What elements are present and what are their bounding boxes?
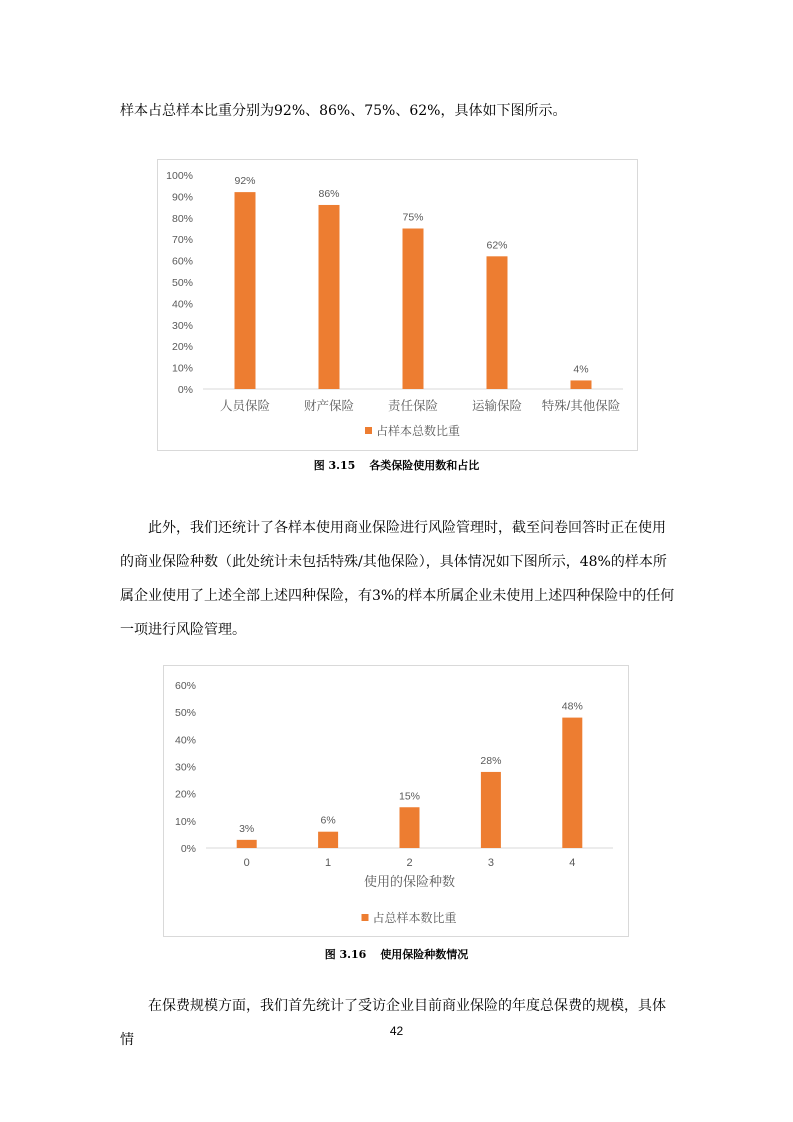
y-tick-label: 40% <box>174 734 196 747</box>
data-label: 3% <box>239 822 255 835</box>
x-tick-label: 0 <box>243 857 250 869</box>
x-tick-label: 1 <box>325 857 332 869</box>
bar <box>487 256 508 389</box>
bar <box>571 380 592 389</box>
y-tick-label: 60% <box>171 255 193 268</box>
figure-caption-3-15 <box>0 457 793 473</box>
data-label: 48% <box>561 700 583 713</box>
y-tick-label: 70% <box>171 234 193 247</box>
x-tick-label: 2 <box>406 857 413 869</box>
y-tick-label: 10% <box>171 362 193 375</box>
bar <box>562 718 582 848</box>
legend-label: 占样本总数比重 <box>376 424 461 438</box>
chart-insurance-count <box>163 665 629 937</box>
chart-insurance-usage-svg <box>158 160 637 450</box>
paragraph-body: 此外，我们还统计了各样本使用商业保险进行风险管理时，截至问卷回答时正在使用的商业保险种数（此处统计未包括特殊/其他保险），具体情况如下图所示，48%的样本所属企业使用了上述全部上述四种保险，有3%的样本所属企业未使用上述四种保险中的任何一项进行风险管理。 <box>120 520 675 638</box>
y-tick-label: 30% <box>171 319 193 332</box>
legend-swatch <box>362 914 369 921</box>
x-tick-label: 财产保险 <box>303 399 355 413</box>
y-tick-label: 60% <box>174 680 196 692</box>
figure-title: 使用保险种数情况 <box>380 948 469 961</box>
data-label: 86% <box>318 187 340 200</box>
legend-label: 占总样本数比重 <box>372 911 457 925</box>
data-label: 6% <box>320 814 336 827</box>
y-tick-label: 90% <box>171 191 193 204</box>
figure-number: 图 3.16 <box>324 948 367 961</box>
x-tick-label: 4 <box>569 857 576 869</box>
y-tick-label: 20% <box>174 788 196 801</box>
x-tick-label: 运输保险 <box>471 399 523 413</box>
bar <box>403 229 424 390</box>
y-tick-label: 20% <box>171 341 193 354</box>
data-label: 75% <box>402 211 424 224</box>
figure-caption-3-16 <box>0 946 793 962</box>
data-label: 15% <box>398 790 421 803</box>
bar <box>318 832 338 848</box>
x-tick-label: 特殊/其他保险 <box>541 399 621 413</box>
chart-insurance-count-svg <box>164 666 628 936</box>
y-tick-label: 80% <box>171 212 193 225</box>
paragraph-premium: 在保费规模方面，我们首先统计了受访企业目前商业保险的年度总保费的规模，具体情 <box>120 998 666 1048</box>
bar <box>481 772 501 848</box>
data-label: 4% <box>573 363 589 376</box>
x-tick-label: 责任保险 <box>387 399 439 413</box>
legend-swatch <box>365 427 372 434</box>
data-label: 92% <box>234 175 256 188</box>
bar <box>400 807 420 848</box>
y-tick-label: 100% <box>166 170 193 182</box>
y-tick-label: 50% <box>171 277 193 289</box>
x-tick-label: 3 <box>487 857 494 869</box>
x-axis-title: 使用的保险种数 <box>363 874 456 889</box>
paragraph-intro: 样本占总样本比重分别为92%、86%、75%、62%，具体如下图所示。 <box>120 103 567 119</box>
bar <box>319 205 340 389</box>
data-label: 62% <box>486 239 508 252</box>
y-tick-label: 0% <box>180 843 196 855</box>
data-label: 28% <box>480 754 502 767</box>
y-tick-label: 0% <box>177 384 193 396</box>
y-tick-label: 30% <box>174 761 196 774</box>
figure-number: 图 3.15 <box>313 459 356 472</box>
figure-title: 各类保险使用数和占比 <box>369 459 480 472</box>
y-tick-label: 50% <box>174 707 196 720</box>
bar <box>237 840 257 848</box>
x-tick-label: 人员保险 <box>219 399 271 413</box>
bar <box>235 192 256 389</box>
page-number: 42 <box>389 1024 404 1038</box>
y-tick-label: 40% <box>171 298 193 311</box>
y-tick-label: 10% <box>174 815 196 828</box>
chart-insurance-usage <box>157 159 638 451</box>
